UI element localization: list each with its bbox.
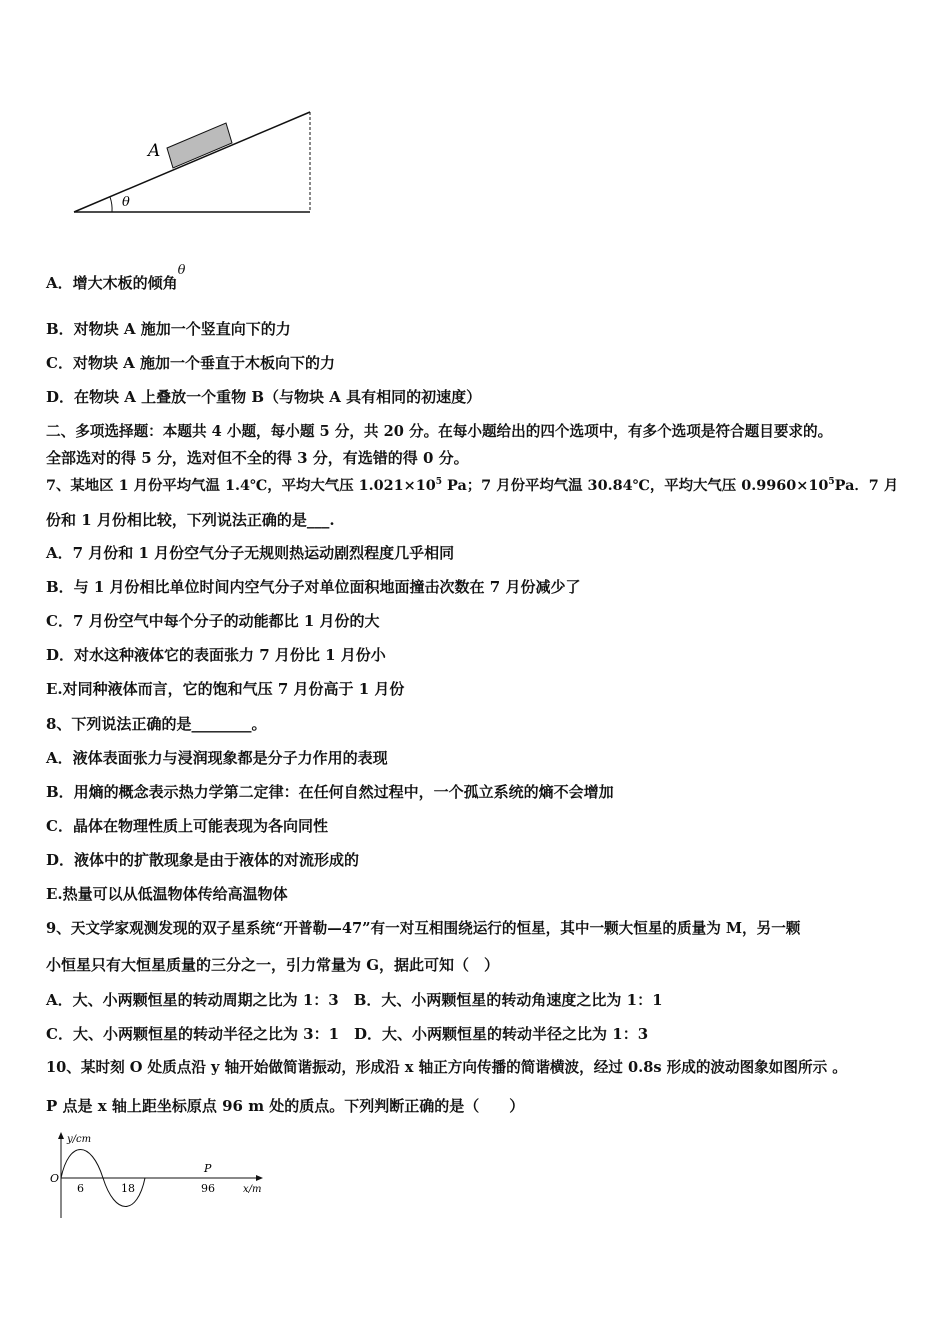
q8-option-c: C．晶体在物理性质上可能表现为各向同性 <box>46 817 328 835</box>
tick-label: 96 <box>201 1182 215 1195</box>
theta-symbol: θ <box>177 263 186 278</box>
q9-options-row2: C．大、小两颗恒星的转动半径之比为 3：1 D．大、小两颗恒星的转动半径之比为 1：3 <box>46 1025 649 1043</box>
exponent: 5 <box>828 477 835 487</box>
q8-option-b: B．用熵的概念表示热力学第二定律：在任何自然过程中，一个孤立系统的熵不会增加 <box>46 783 614 801</box>
incline-figure <box>60 100 330 220</box>
q7-option-b: B．与 1 月份相比单位时间内空气分子对单位面积地面撞击次数在 7 月份减少了 <box>46 578 581 596</box>
q8-option-a: A．液体表面张力与浸润现象都是分子力作用的表现 <box>46 749 388 767</box>
q6-option-b: B．对物块 A 施加一个竖直向下的力 <box>46 320 291 338</box>
text: Pa．7 月 <box>834 476 899 494</box>
q6-option-d: D．在物块 A 上叠放一个重物 B（与物块 A 具有相同的初速度） <box>46 388 482 406</box>
q6-option-a <box>46 263 186 295</box>
point-p-label: P <box>204 1162 212 1175</box>
q7-option-d: D．对水这种液体它的表面张力 7 月份比 1 月份小 <box>46 646 386 664</box>
q9-stem-line2: 小恒星只有大恒星质量的三分之一，引力常量为 G，据此可知（ ） <box>46 956 500 974</box>
text: Pa；7 月份平均气温 30.84℃，平均大气压 0.9960×10 <box>442 476 829 494</box>
q10-stem-line1: 10、某时刻 O 处质点沿 y 轴开始做简谐振动，形成沿 x 轴正方向传播的简谐横波，经过 0.8s 形成的波动图象如图所示 。 <box>46 1059 847 1076</box>
block-a <box>167 123 232 168</box>
section2-heading: 二、多项选择题：本题共 4 小题，每小题 5 分，共 20 分。在每小题给出的四个选项中，有多个选项是符合题目要求的。 <box>46 423 833 440</box>
block-label: A <box>148 141 161 161</box>
exponent: 5 <box>435 477 443 487</box>
q7-stem-line2: 份和 1 月份相比较，下列说法正确的是___. <box>46 511 335 529</box>
q9-stem-line1: 9、天文学家观测发现的双子星系统“开普勒—47”有一对互相围绕运行的恒星，其中一颗大恒星的质量为 M，另一颗 <box>46 920 801 937</box>
origin-label: O <box>50 1172 60 1185</box>
y-axis-label: y/cm <box>67 1134 92 1145</box>
angle-label: θ <box>122 195 130 210</box>
tick-label: 18 <box>121 1182 135 1195</box>
q7-option-e: E.对同种液体而言，它的饱和气压 7 月份高于 1 月份 <box>46 680 405 698</box>
q8-option-e: E.热量可以从低温物体传给高温物体 <box>46 885 288 903</box>
q7-option-c: C．7 月份空气中每个分子的动能都比 1 月份的大 <box>46 612 380 630</box>
text: 7、某地区 1 月份平均气温 1.4℃，平均大气压 1.021×10 <box>46 476 436 494</box>
q9-options-row1: A．大、小两颗恒星的转动周期之比为 1：3 B．大、小两颗恒星的转动角速度之比为 1：1 <box>46 991 663 1009</box>
wave-figure <box>45 1130 275 1220</box>
q6-option-c: C．对物块 A 施加一个垂直于木板向下的力 <box>46 354 336 372</box>
q8-option-d: D．液体中的扩散现象是由于液体的对流形成的 <box>46 851 360 869</box>
tick-label: 6 <box>77 1182 84 1195</box>
x-axis-label: x/m <box>243 1184 262 1195</box>
q7-option-a: A．7 月份和 1 月份空气分子无规则热运动剧烈程度几乎相同 <box>46 544 455 562</box>
q7-stem-line1 <box>46 472 898 496</box>
q10-stem-line2: P 点是 x 轴上距坐标原点 96 m 处的质点。下列判断正确的是（ ） <box>46 1097 525 1115</box>
section2-scoring: 全部选对的得 5 分，选对但不全的得 3 分，有选错的得 0 分。 <box>46 449 469 467</box>
option-text: A．增大木板的倾角 <box>46 274 178 292</box>
q8-stem: 8、下列说法正确的是________。 <box>46 715 267 733</box>
